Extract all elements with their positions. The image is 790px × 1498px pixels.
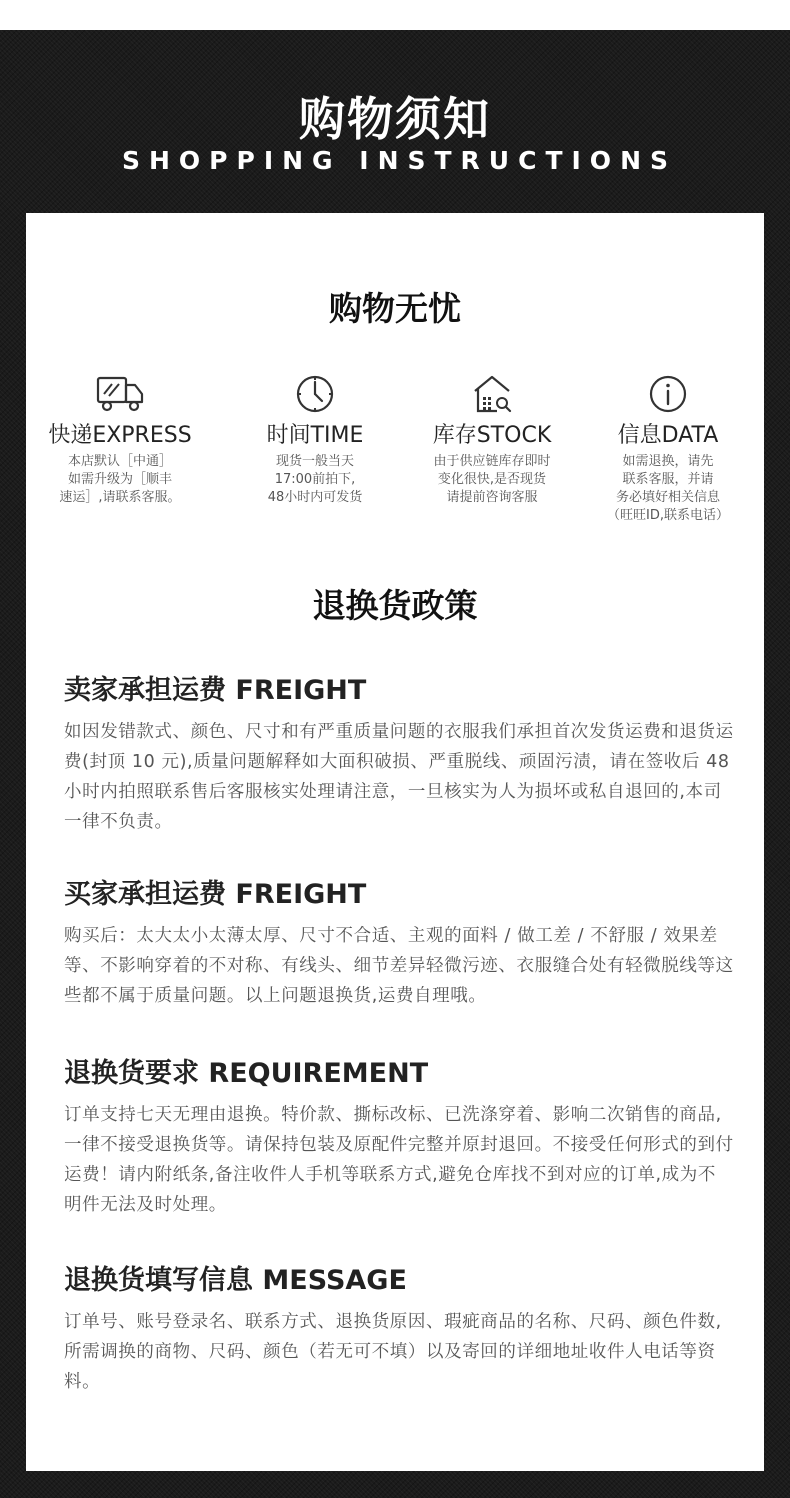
- feature-time: [225, 373, 405, 507]
- feature-desc-line: 变化很快,是否现货: [437, 472, 547, 487]
- feature-title: 快递EXPRESS: [48, 423, 192, 448]
- feature-row: [26, 373, 764, 543]
- policy-section-title: 卖家承担运费 FREIGHT: [64, 675, 367, 706]
- feature-desc: [402, 453, 582, 507]
- policy-section-body: 购买后：太大太小太薄太厚、尺寸不合适、主观的面料 / 做工差 / 不舒服 / 效果差等、不影响穿着的不对称、有线头、细节差异轻微污迹、衣服缝合处有轻微脱线等这些都不属于质量问题。以上问题退换货,运费自理哦。: [64, 926, 734, 1006]
- feature-desc-line: 如需升级为［顺丰: [67, 472, 172, 487]
- feature-desc-line: 现货一般当天: [275, 454, 354, 469]
- info-icon: [643, 373, 693, 415]
- feature-desc-line: 请提前咨询客服: [446, 490, 538, 505]
- feature-desc-line: （旺旺ID,联系电话）: [607, 508, 729, 523]
- delivery-truck-icon: [95, 373, 145, 415]
- feature-title: 库存STOCK: [432, 423, 552, 448]
- feature-data: [578, 373, 758, 525]
- feature-desc-line: 本店默认［中通］: [67, 454, 172, 469]
- feature-desc-line: 务必填好相关信息: [615, 490, 720, 505]
- feature-title: 时间TIME: [266, 423, 364, 448]
- feature-desc-line: 17:00前拍下,: [274, 472, 356, 487]
- return-policy-heading: 退换货政策: [312, 586, 478, 625]
- policy-section-seller-freight: [64, 673, 734, 837]
- policy-section-body: 如因发错款式、颜色、尺寸和有严重质量问题的衣服我们承担首次发货运费和退货运费(封顶 10 元),质量问题解释如大面积破损、严重脱线、顽固污渍，请在签收后 48 小时内拍照联系售后客服核实处理请注意，一旦核实为人为损坏或私自退回的,本司一律不负责。: [64, 722, 734, 832]
- instructions-card: [26, 213, 764, 1471]
- policy-section-body: 订单支持七天无理由退换。特价款、撕标改标、已洗涤穿着、影响二次销售的商品,一律不接受退换货等。请保持包装及原配件完整并原封退回。不接受任何形式的到付运费！请内附纸条,备注收件人手机等联系方式,避免仓库找不到对应的订单,成为不明件无法及时处理。: [64, 1105, 734, 1215]
- policy-section-title: 退换货要求 REQUIREMENT: [64, 1058, 429, 1089]
- worry-free-heading: 购物无忧: [329, 289, 461, 328]
- policy-section-title: 买家承担运费 FREIGHT: [64, 879, 367, 910]
- policy-section-requirement: [64, 1056, 734, 1220]
- feature-desc: [30, 453, 210, 507]
- feature-desc: [225, 453, 405, 507]
- page-subtitle: SHOPPING INSTRUCTIONS: [122, 146, 677, 175]
- feature-title: 信息DATA: [617, 423, 719, 448]
- policy-section-body: 订单号、账号登录名、联系方式、退换货原因、瑕疵商品的名称、尺码、颜色件数,所需调换的商物、尺码、颜色（若无可不填）以及寄回的详细地址收件人电话等资料。: [64, 1312, 722, 1392]
- policy-section-message: [64, 1263, 734, 1397]
- policy-section-title: 退换货填写信息 MESSAGE: [64, 1265, 407, 1296]
- feature-desc: [578, 453, 758, 525]
- feature-desc-line: 如需退换，请先: [622, 454, 714, 469]
- page-title: 购物须知: [299, 92, 491, 146]
- feature-desc-line: 由于供应链库存即时: [433, 454, 551, 469]
- feature-stock: [402, 373, 582, 507]
- feature-desc-line: 48小时内可发货: [267, 490, 363, 505]
- feature-express: [30, 373, 210, 507]
- feature-desc-line: 联系客服，并请: [622, 472, 714, 487]
- feature-desc-line: 速运］,请联系客服。: [59, 490, 181, 505]
- policy-section-buyer-freight: [64, 877, 734, 1011]
- clock-icon: [290, 373, 340, 415]
- warehouse-search-icon: [467, 373, 517, 415]
